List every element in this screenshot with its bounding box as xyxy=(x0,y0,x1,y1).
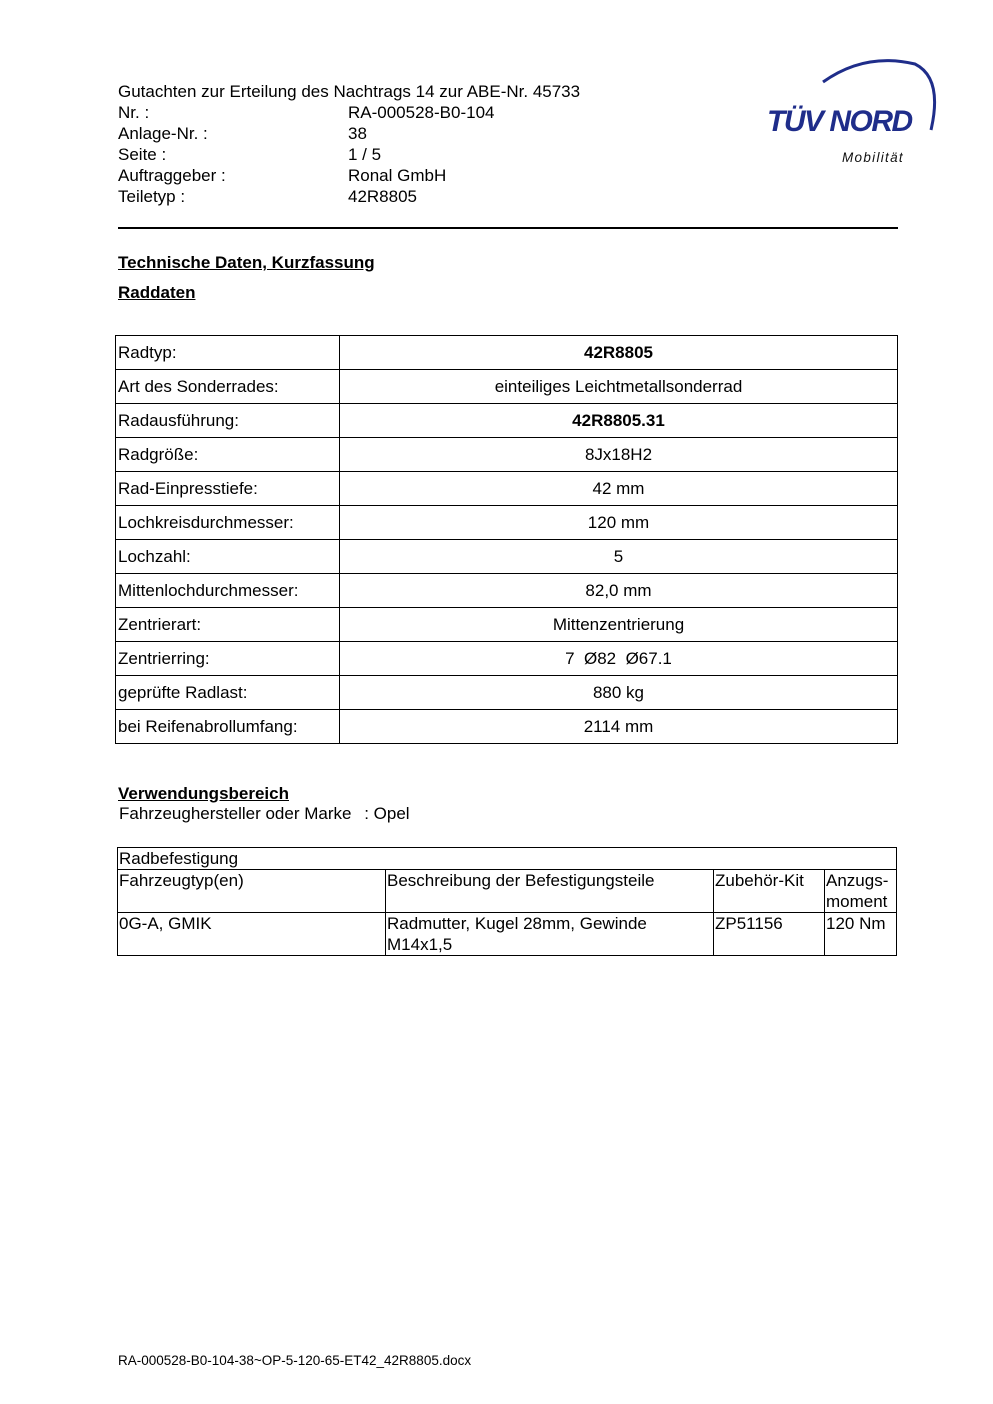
header-divider xyxy=(118,227,898,229)
report-title: Gutachten zur Erteilung des Nachtrags 14 zur ABE-Nr. 45733 xyxy=(118,82,581,101)
table-title-row xyxy=(118,848,897,870)
table-row xyxy=(116,472,898,506)
column-header: Beschreibung der Befestigungsteile xyxy=(386,870,714,913)
header-value: 42R8805 xyxy=(348,187,418,206)
row-value: 8Jx18H2 xyxy=(340,438,898,472)
header-value: 1 / 5 xyxy=(348,145,382,164)
table-row xyxy=(116,370,898,404)
row-label: Mittenlochdurchmesser: xyxy=(116,574,340,608)
header-row-page xyxy=(118,144,580,165)
row-label: geprüfte Radlast: xyxy=(116,676,340,710)
header-row-number xyxy=(118,102,580,123)
header-value: RA-000528-B0-104 xyxy=(348,103,495,122)
row-label: Zentrierring: xyxy=(116,642,340,676)
row-value: 120 mm xyxy=(340,506,898,540)
header-label: Auftraggeber : xyxy=(118,166,226,185)
row-label: Lochzahl: xyxy=(116,540,340,574)
table-cell: 120 Nm xyxy=(825,913,897,956)
table-row xyxy=(116,574,898,608)
table-row xyxy=(116,642,898,676)
row-value: 5 xyxy=(340,540,898,574)
manufacturer-colon: : xyxy=(364,804,369,823)
header-value: 38 xyxy=(348,124,367,143)
header-label: Anlage-Nr. : xyxy=(118,124,208,143)
tuv-nord-logo xyxy=(765,58,945,170)
table-row xyxy=(116,676,898,710)
table-row xyxy=(118,913,897,956)
row-value: 42R8805.31 xyxy=(340,404,898,438)
header-label: Seite : xyxy=(118,145,167,164)
row-label: Radtyp: xyxy=(116,336,340,370)
header-row-client xyxy=(118,165,580,186)
table-cell: Radmutter, Kugel 28mm, Gewinde M14x1,5 xyxy=(386,913,714,956)
column-header: Anzugs-moment xyxy=(825,870,897,913)
row-value: einteiliges Leichtmetallsonderrad xyxy=(340,370,898,404)
row-label: Radausführung: xyxy=(116,404,340,438)
logo-wordmark: TÜV NORD xyxy=(767,105,912,138)
row-value: 82,0 mm xyxy=(340,574,898,608)
header-value: Ronal GmbH xyxy=(348,166,447,185)
row-label: Lochkreisdurchmesser: xyxy=(116,506,340,540)
header-row-part-type xyxy=(118,186,580,207)
table-cell: ZP51156 xyxy=(714,913,825,956)
header-row-attachment xyxy=(118,123,580,144)
manufacturer-value: Opel xyxy=(373,804,410,823)
table-cell: 0G-A, GMIK xyxy=(118,913,386,956)
document-header xyxy=(118,81,580,207)
table-row xyxy=(116,336,898,370)
row-label: Radgröße: xyxy=(116,438,340,472)
row-value: 880 kg xyxy=(340,676,898,710)
column-header: Zubehör-Kit xyxy=(714,870,825,913)
row-value: Mittenzentrierung xyxy=(340,608,898,642)
header-label: Nr. : xyxy=(118,103,150,122)
table-row xyxy=(116,404,898,438)
logo-subtitle: Mobilität xyxy=(842,150,904,165)
row-value: 7 Ø82 Ø67.1 xyxy=(340,642,898,676)
table-row xyxy=(116,710,898,744)
footer-filename: RA-000528-B0-104-38~OP-5-120-65-ET42_42R8805.docx xyxy=(118,1353,472,1368)
table-row xyxy=(116,438,898,472)
header-label: Teiletyp : xyxy=(118,187,186,206)
table-header-row xyxy=(118,870,897,913)
row-label: bei Reifenabrollumfang: xyxy=(116,710,340,744)
column-header: Fahrzeugtyp(en) xyxy=(118,870,386,913)
usage-heading: Verwendungsbereich xyxy=(118,784,289,803)
table-row xyxy=(116,608,898,642)
row-value: 42 mm xyxy=(340,472,898,506)
manufacturer-line xyxy=(119,804,410,824)
row-label: Art des Sonderrades: xyxy=(116,370,340,404)
manufacturer-label: Fahrzeughersteller oder Marke xyxy=(119,804,352,823)
row-value: 2114 mm xyxy=(340,710,898,744)
wheel-data-table xyxy=(115,335,898,744)
wheel-data-heading: Raddaten xyxy=(118,283,196,302)
mounting-title: Radbefestigung xyxy=(118,848,897,870)
row-value: 42R8805 xyxy=(340,336,898,370)
technical-data-heading: Technische Daten, Kurzfassung xyxy=(118,253,375,272)
wheel-mounting-table xyxy=(117,847,897,956)
row-label: Rad-Einpresstiefe: xyxy=(116,472,340,506)
table-row xyxy=(116,540,898,574)
row-label: Zentrierart: xyxy=(116,608,340,642)
table-row xyxy=(116,506,898,540)
